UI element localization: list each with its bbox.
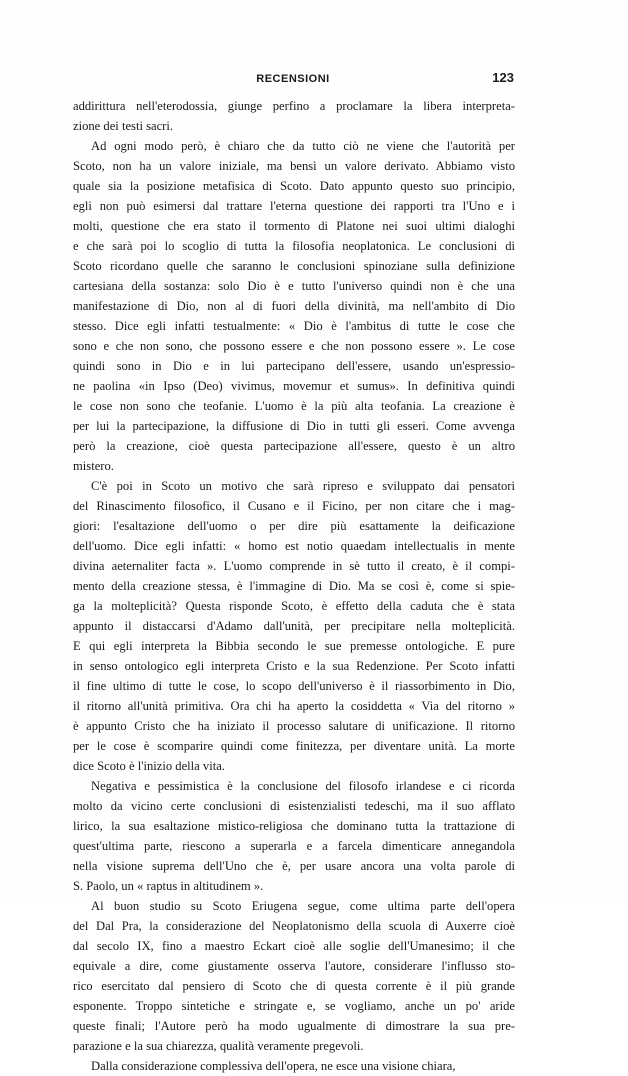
text-line: divina aeternaliter facta ». L'uomo comprende in sè tutto il creato, è il compi- [73,559,515,573]
text-line: dal secolo IX, fino a maestro Eckart cioè alle soglie dell'Umanesimo; il che [73,939,515,953]
text-line: queste finali; l'Autore però ha modo ugualmente di dimostrare la sua pre- [73,1019,515,1033]
text-line: molti, questione che era stato il tormento di Platone nei suoi ultimi dialoghi [73,219,515,233]
text-line: del Dal Pra, la considerazione del Neoplatonismo della scuola di Auxerre cioè [73,919,515,933]
text-line: parazione e la sua chiarezza, qualità veramente pregevoli. [73,1039,364,1053]
text-line: molto da vicino certe conclusioni di esistenzialisti tedeschi, ma il suo afflato [73,799,515,813]
text-line: quest'ultima parte, riescono a superarla e a farcela dimenticare annegandola [73,839,515,853]
text-line: equivale a dire, come giustamente osserva l'autore, considerare l'influsso sto- [73,959,515,973]
text-line: mistero. [73,459,114,473]
page-number: 123 [492,70,514,85]
text-line: addirittura nell'eterodossia, giunge perfino a proclamare la libera interpreta- [73,99,515,113]
text-line: cartesiana della sostanza: solo Dio è e tutto l'universo quindi non è che una [73,279,515,293]
page-header [70,69,516,89]
text-line: C'è poi in Scoto un motivo che sarà ripreso e sviluppato dai pensatori [91,479,515,493]
text-line: è appunto Cristo che ha iniziato il processo salutare di unificazione. Il ritorno [73,719,515,733]
text-line: dice Scoto è l'inizio della vita. [73,759,225,773]
text-line: Al buon studio su Scoto Eriugena segue, come ultima parte dell'opera [91,899,515,913]
text-line: per le cose è scomparire quindi come finitezza, per diventare unità. La morte [73,739,515,753]
text-line: sono e che non sono, che possono essere e che non possono essere ». Le cose [73,339,515,353]
text-line: mento della creazione stessa, è l'immagine di Dio. Ma se così è, come si spie- [73,579,515,593]
text-line: Dalla considerazione complessiva dell'opera, ne esce una visione chiara, [91,1059,456,1073]
text-line: quindi sono in Dio e in lui partecipano dell'essere, usando un'espressio- [73,359,515,373]
text-line: E qui egli interpreta la Bibbia secondo le sue premesse ontologiche. E pure [73,639,515,653]
text-line: lirico, la sua esaltazione mistico-religiosa che dominano tutta la trattazione di [73,819,515,833]
text-line: S. Paolo, un « raptus in altitudinem ». [73,879,264,893]
text-line: Scoto ricordano quelle che saranno le conclusioni spinoziane sulla definizione [73,259,515,273]
paragraph [73,1056,515,1076]
text-line: stesso. Dice egli infatti testualmente: « Dio è l'ambitus di tutte le cose che [73,319,515,333]
paragraph [73,896,515,1056]
text-line: del Rinascimento filosofico, il Cusano e il Ficino, per non citare che i mag- [73,499,515,513]
text-line: però la creazione, cioè questa partecipazione all'essere, questo è un altro [73,439,515,453]
text-line: dell'uomo. Dice egli infatti: « homo est notio quaedam intellectualis in mente [73,539,515,553]
text-line: egli non può esimersi dal trattare l'eterna questione dei rapporti tra l'Uno e i [73,199,515,213]
text-line: Negativa e pessimistica è la conclusione del filosofo irlandese e ci ricorda [91,779,515,793]
text-line: appunto il distaccarsi d'Adamo dall'unità, per precipitare nella molteplicità. [73,619,515,633]
text-line: il fine ultimo di tutte le cose, lo scopo dell'universo è il riassorbimento in Dio, [73,679,515,693]
text-line: Scoto, non ha un valore iniziale, ma bensì un valore derivato. Abbiamo visto [73,159,515,173]
text-line: esponente. Troppo sintetiche e stringate e, se vogliamo, anche un po' aride [73,999,515,1013]
text-line: per lui la partecipazione, la diffusione di Dio in tutti gli esseri. Come avvenga [73,419,515,433]
text-line: giori: l'esaltazione dell'uomo o per dire più esattamente la deificazione [73,519,515,533]
review-text [73,96,515,1076]
text-line: manifestazione di Dio, non al di fuori della divinità, ma nell'ambito di Dio [73,299,515,313]
text-line: Ad ogni modo però, è chiaro che da tutto ciò ne viene che l'autorità per [91,139,515,153]
paragraph [73,776,515,896]
text-line: ne paolina «in Ipso (Deo) vivimus, movemur et sumus». In definitiva quindi [73,379,515,393]
text-line: il ritorno all'unità primitiva. Ora chi ha aperto la cosiddetta « Via del ritorno » [73,699,515,713]
text-line: zione dei testi sacri. [73,119,174,133]
paragraph [73,476,515,776]
text-line: rico esercitato dal pensiero di Scoto che di questa corrente è il più grande [73,979,515,993]
text-line: le cose non sono che teofanie. L'uomo è la più alta teofania. La creazione è [73,399,515,413]
text-line: nella visione suprema dell'Uno che è, per usare ancora una volta parole di [73,859,515,873]
running-head: RECENSIONI [256,73,330,85]
paragraph [73,96,515,136]
text-line: e che sarà poi lo scoglio di tutta la filosofia neoplatonica. Le conclusioni di [73,239,515,253]
text-line: ga la molteplicità? Questa risponde Scoto, è effetto della caduta che è stata [73,599,515,613]
text-line: quale sia la posizione metafisica di Scoto. Dato appunto questo suo principio, [73,179,515,193]
text-line: in senso ontologico egli interpreta Cristo e la sua Redenzione. Per Scoto infatti [73,659,515,673]
paragraph [73,136,515,476]
